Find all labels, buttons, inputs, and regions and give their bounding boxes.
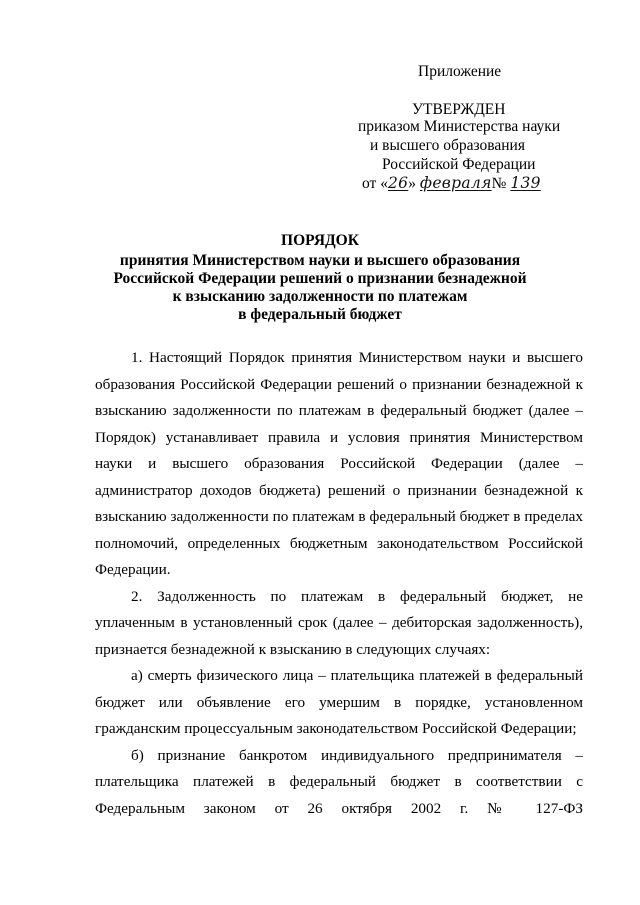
paragraph-4: б) признание банкротом индивидуального предпринимателя – плательщика платежей в федеральный бюджет в соответствии с Федеральным законом от 26 октября 2002 г. № 127-ФЗ (95, 746, 583, 817)
paragraph-1: 1. Настоящий Порядок принятия Министерством науки и высшего образования Российской Федерации решений о признании безнадежной к взысканию задолженности по платежам в федеральный бюджет (далее – Порядок) устанавливает правила и условия принятия Министерством науки и высшего образования Российской Федерации (далее – администратор доходов бюджета) решений о признании безнадежной к взысканию задолженности по платежам в федеральный бюджет в пределах полномочий, определенных бюджетным законодательством Российской Федерации. (95, 349, 583, 578)
order-number-handwritten: 139 (510, 174, 541, 192)
title-line-4: в федеральный бюджет (238, 306, 402, 323)
appendix-label: Приложение (418, 63, 502, 80)
date-day-handwritten: 26 (387, 174, 409, 192)
title-line-2: Российской Федерации решений о признании безнадежной (113, 270, 527, 287)
document-title (80, 232, 560, 324)
approved-label: УТВЕРЖДЕН (412, 101, 506, 118)
paragraph-3: а) смерть физического лица – плательщика платежей в федеральный бюджет или объявление его умершим в порядке, установленном гражданским процессуальным законодательством Российской Федерации; (95, 667, 583, 737)
paragraph-2: 2. Задолженность по платежам в федеральный бюджет, не уплаченным в установленный срок (далее – дебиторская задолженность), признается безнадежной к взысканию в следующих случаях: (95, 587, 583, 658)
number-prefix: № (491, 175, 507, 192)
title-line-3: к взысканию задолженности по платежам (172, 288, 468, 305)
approval-line-1: приказом Министерства науки (358, 118, 561, 135)
approval-line-3: Российской Федерации (382, 156, 536, 173)
title-main: ПОРЯДОК (281, 232, 359, 249)
title-line-1: принятия Министерством науки и высшего образования (119, 252, 521, 269)
document-body (95, 345, 583, 822)
approval-date-line (362, 174, 541, 193)
date-mid: » (408, 175, 420, 192)
date-prefix: от « (362, 175, 388, 192)
date-month-handwritten: февраля (419, 174, 492, 192)
approval-line-2: и высшего образования (370, 137, 525, 154)
